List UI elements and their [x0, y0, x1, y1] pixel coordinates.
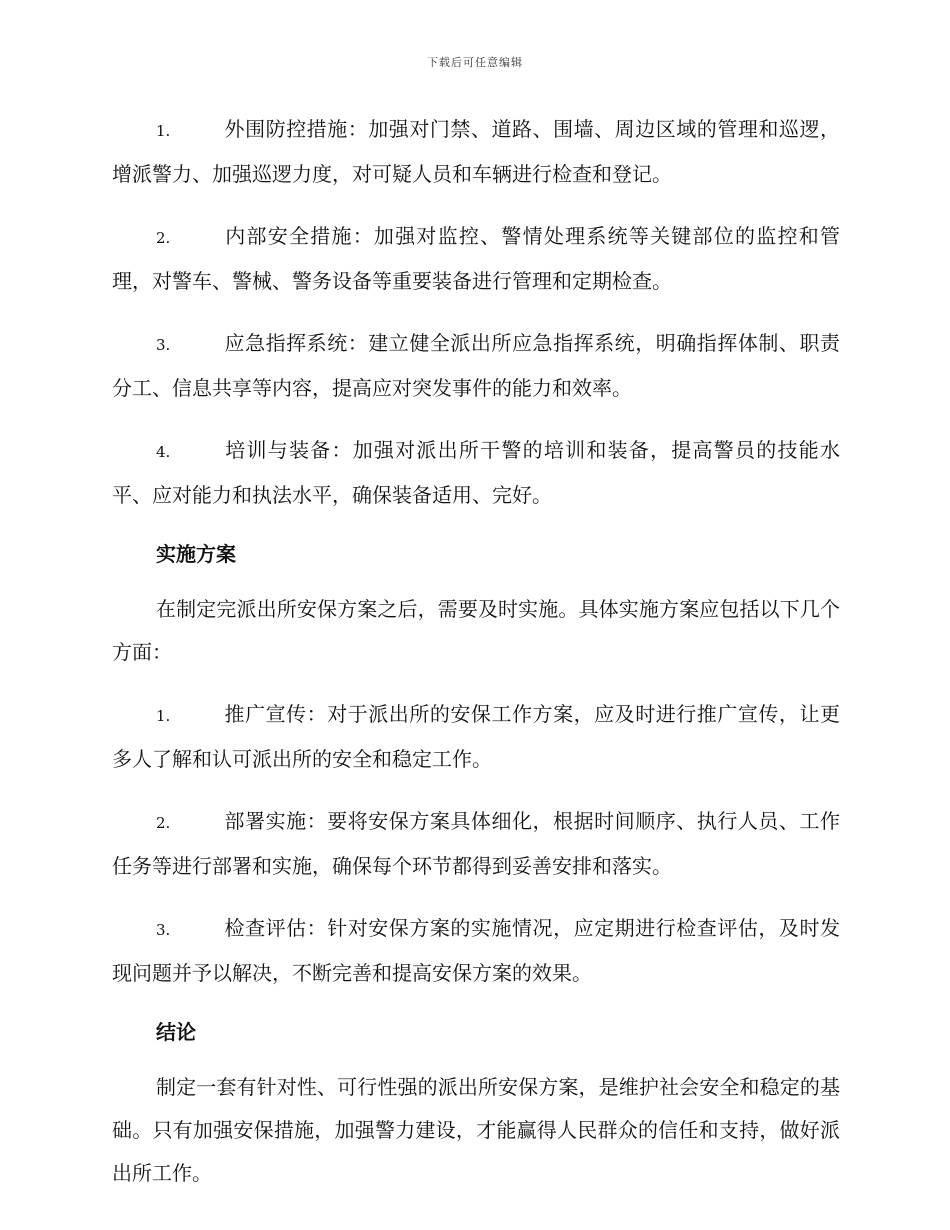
conclusion-paragraph: 制定一套有针对性、可行性强的派出所安保方案，是维护社会安全和稳定的基础。只有加强安保措施，加强警力建设，才能赢得人民群众的信任和支持，做好派出所工作。: [112, 1075, 840, 1185]
list-item: [112, 800, 840, 888]
list-number: 1.: [156, 122, 171, 140]
list-item-text: 部署实施：要将安保方案具体细化，根据时间顺序、执行人员、工作任务等进行部署和实施，确保每个环节都得到妥善安排和落实。: [112, 809, 840, 878]
list-item-text: 内部安全措施：加强对监控、警情处理系统等关键部位的监控和管理，对警车、警械、警务设备等重要装备进行管理和定期检查。: [112, 224, 840, 293]
list-number: 3.: [156, 336, 171, 354]
list-number: 1.: [156, 707, 171, 725]
document-body: [112, 108, 840, 1214]
list-number: 4.: [156, 443, 171, 461]
list-item: [112, 429, 840, 517]
list-number: 2.: [156, 814, 171, 832]
list-item-text: 外围防控措施：加强对门禁、道路、围墙、周边区域的管理和巡逻，增派警力、加强巡逻力度，对可疑人员和车辆进行检查和登记。: [112, 117, 840, 186]
implementation-intro: 在制定完派出所安保方案之后，需要及时实施。具体实施方案应包括以下几个方面：: [112, 597, 840, 664]
list-item-text: 检查评估：针对安保方案的实施情况，应定期进行检查评估，及时发现问题并予以解决，不断完善和提高安保方案的效果。: [112, 916, 840, 985]
page-header: 下载后可任意编辑: [427, 56, 523, 69]
list-item: [112, 215, 840, 303]
section-heading-conclusion: 结论: [156, 1020, 196, 1044]
list-item: [112, 693, 840, 781]
list-item-text: 培训与装备：加强对派出所干警的培训和装备，提高警员的技能水平、应对能力和执法水平，确保装备适用、完好。: [112, 438, 840, 507]
list-number: 3.: [156, 921, 171, 939]
section-heading-implementation: 实施方案: [156, 542, 236, 566]
list-number: 2.: [156, 229, 171, 247]
list-item: [112, 907, 840, 995]
list-item-text: 推广宣传：对于派出所的安保工作方案，应及时进行推广宣传，让更多人了解和认可派出所的安全和稳定工作。: [112, 702, 840, 771]
list-item: [112, 322, 840, 410]
list-item-text: 应急指挥系统：建立健全派出所应急指挥系统，明确指挥体制、职责分工、信息共享等内容，提高应对突发事件的能力和效率。: [112, 331, 840, 400]
list-item: [112, 108, 840, 196]
